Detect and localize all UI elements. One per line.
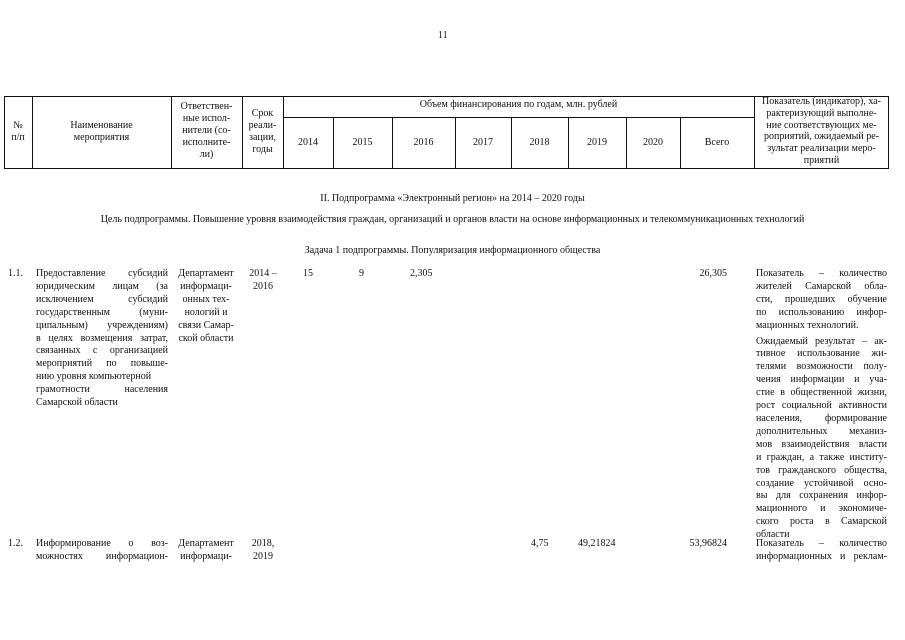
row-name: Предоставление субсидий юридическим лицам (за исключением субсидий государственным (муни- ципальным) учреждениям) в целях возмещения затрат, связанных с организацией мероприятий по повыше- нию уровня компьютерной грамотности населения Самарской области [36,268,168,409]
header-responsible: Ответствен- ные испол- нители (со- исполните- ли) [180,101,233,160]
value-2019: 49,21824 [578,538,616,549]
header-bottom-border [4,168,888,169]
section-goal: Цель подпрограммы. Повышение уровня взаимодействия граждан, организаций и органов власти на основе информационных и телекоммуникационных технологий [100,214,805,225]
header-year-2016: 2016 [413,137,434,148]
header-name: Наименование мероприятия [70,120,133,143]
value-2015: 9 [359,268,364,279]
value-2016: 2,305 [410,268,433,279]
page-number: 11 [438,30,448,41]
header-year-2014: 2014 [298,137,318,148]
header-num: № п/п [11,120,25,143]
row-num: 1.1. [8,268,23,279]
value-2018: 4,75 [531,538,549,549]
row-name: Информирование о воз- можностях информацион- [36,538,168,562]
row-indicator: Показатель – количество жителей Самарской обла- сти, прошедших обучение по использованию инфор- мационных технологий. Ожидаемый результат – ак- тивное использование жи- телями возможности полу- чения информации и уча- стие в общественной жизни, рост социальной активности населения, формирование дополнительных механиз- мов взаимодействия власти и граждан, а также институ- тов гражданского общества, создание устойчивой осно- вы для сохранения инфор- мационного и экономиче- ского роста в Самарской области [756,268,887,541]
header-total: Всего [704,137,730,148]
value-2014: 15 [303,268,313,279]
header-year-2017: 2017 [473,137,493,148]
year-row-top-border [283,117,754,118]
col-divider [754,96,755,169]
header-term: Срок реали- зации, годы [248,108,277,155]
col-divider [888,96,889,169]
row-term: 2014 – 2016 [249,268,277,292]
row-term: 2018, 2019 [251,538,275,562]
row-responsible: Департамент информаци- [178,538,234,562]
section-title: II. Подпрограмма «Электронный регион» на 2014 – 2020 годы [320,193,585,204]
header-year-2020: 2020 [643,137,663,148]
header-funding: Объем финансирования по годам, млн. рублей [419,99,618,110]
header-year-2019: 2019 [587,137,607,148]
row-responsible: Департамент информаци- онных тех- нологий и связи Самар- ской области [178,268,234,344]
row-num: 1.2. [8,538,23,549]
section-task: Задача 1 подпрограммы. Популяризация информационного общества [304,245,601,256]
row-indicator: Показатель – количество информационных и реклам- [756,538,887,562]
value-total: 26,305 [699,268,727,279]
header-year-2018: 2018 [529,137,550,148]
value-total: 53,96824 [689,538,727,549]
header-year-2015: 2015 [352,137,373,148]
header-indicator: Показатель (индикатор), ха- рактеризующий выполне- ние соответствующих ме- роприятий, ожидаемый ре- зультат реализации меро- приятий [762,96,881,166]
